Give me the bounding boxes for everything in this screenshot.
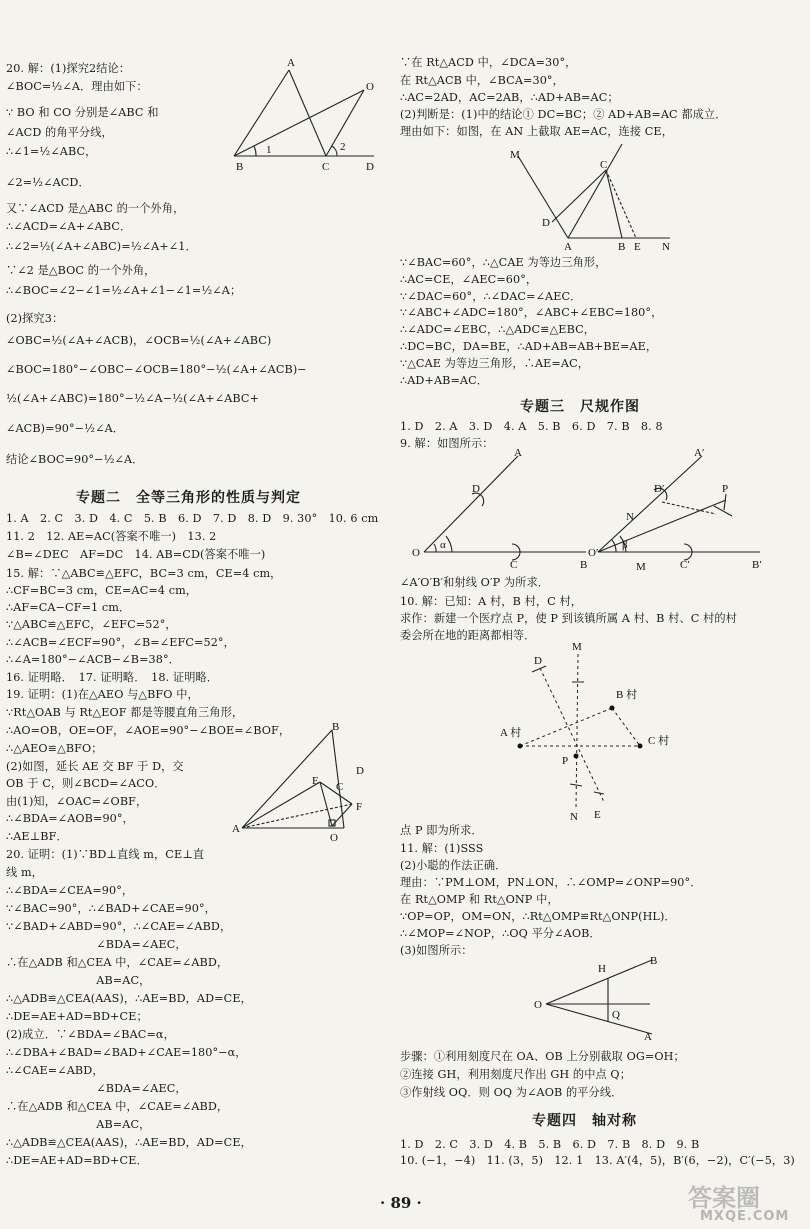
text-line: ∵Rt△OAB 与 Rt△EOF 都是等腰直角三角形，: [6, 706, 244, 719]
text-line: ∠OBC=½(∠A+∠ACB)，∠OCB=½(∠A+∠ABC): [6, 334, 272, 347]
figure-copy-angle: [410, 448, 800, 576]
figure-village-circumcenter: [500, 638, 700, 822]
label: A 村: [500, 727, 522, 739]
text-line: (2)小聪的作法正确．: [400, 859, 507, 872]
label: β: [622, 539, 628, 551]
label: B 村: [616, 689, 638, 701]
label: B′: [752, 559, 762, 571]
label: O′: [588, 547, 599, 559]
text-line: ∴∠1=½∠ABC，: [6, 145, 97, 158]
text-line: ∵OP=OP，OM=ON，∴Rt△OMP≌Rt△ONP(HL)．: [400, 910, 676, 923]
text-line: ∴AO=OB，OE=OF，∠AOE=90°−∠BOE=∠BOF，: [6, 724, 291, 737]
text-line: ∴AF=CA−CF=1 cm．: [6, 601, 131, 614]
section-heading-2: 专题二 全等三角形的性质与判定: [76, 490, 301, 506]
text-line: ∴AC=CE，∠AEC=60°，: [400, 273, 538, 286]
text-line: ∠BDA=∠AEC，: [6, 938, 187, 951]
text-line: 9. 解：如图所示：: [400, 437, 494, 450]
text-line: ∵∠BAD+∠ABD=90°，∴∠CAE=∠ABD，: [6, 920, 232, 933]
text-line: ∴∠DBA+∠BAD=∠BAD+∠CAE=180°−α，: [6, 1046, 247, 1059]
text-line: ∵ BO 和 CO 分别是∠ABC 和: [6, 106, 159, 119]
section-heading-3: 专题三 尺规作图: [520, 399, 640, 415]
label: O: [412, 547, 420, 559]
text-line: ∴DE=AE+AD=BD+CE；: [6, 1010, 148, 1023]
text-line: 19. 证明：(1)在△AEO 与△BFO 中，: [6, 688, 199, 701]
text-line: 点 P 即为所求．: [400, 824, 483, 837]
label: N: [570, 811, 578, 823]
text-line: ∠BDA=∠AEC，: [6, 1082, 187, 1095]
text-line: 由(1)知，∠OAC=∠OBF，: [6, 795, 148, 808]
text-line: ∴∠2=½(∠A+∠ABC)=½∠A+∠1．: [6, 240, 197, 253]
text-line: ∴∠BDA=∠CEA=90°，: [6, 884, 134, 897]
label: B: [236, 161, 244, 173]
label: D′: [654, 483, 665, 495]
text-line: 20. 解：(1)探究2结论：: [6, 62, 131, 75]
text-line: ∴在△ADB 和△CEA 中，∠CAE=∠ABD，: [6, 1100, 229, 1113]
text-line: ∠BOC=180°−∠OBC−∠OCB=180°−½(∠A+∠ACB)−: [6, 363, 307, 376]
label: α: [440, 539, 446, 551]
label: M: [572, 641, 582, 653]
text-line: ∴∠BDA=∠AOB=90°，: [6, 812, 134, 825]
label: Q: [612, 1009, 620, 1021]
label: D: [366, 161, 374, 173]
label: E: [594, 809, 601, 821]
text-line: ∴△ADB≌△CEA(AAS)，∴AE=BD，AD=CE，: [6, 1136, 252, 1149]
label: C 村: [648, 735, 670, 747]
label: M: [636, 561, 646, 573]
text-line: ∴在△ADB 和△CEA 中，∠CAE=∠ABD，: [6, 956, 229, 969]
text-line: ∴∠ACD=∠A+∠ABC．: [6, 220, 132, 233]
text-line: 20. 证明：(1)∵BD⊥直线 m，CE⊥直: [6, 848, 205, 861]
text-line: ②连接 GH，利用刻度尺作出 GH 的中点 Q；: [400, 1068, 631, 1081]
watermark-url: MXQE.COM: [700, 1209, 790, 1224]
label: E: [312, 775, 319, 787]
text-line: 在 Rt△ACB 中，∠BCA=30°，: [400, 74, 564, 87]
label: N: [662, 241, 670, 253]
label: D: [534, 655, 542, 667]
text-line: ½(∠A+∠ABC)=180°−½∠A−½(∠A+∠ABC+: [6, 392, 260, 405]
text-line: ∴∠ACB=∠ECF=90°，∠B=∠EFC=52°，: [6, 636, 235, 649]
label: O: [366, 81, 374, 93]
text-line: ∠A′O′B′和射线 O′P 为所求．: [400, 576, 550, 589]
text-line: 在 Rt△OMP 和 Rt△ONP 中，: [400, 893, 559, 906]
watermark-logo: 答案圈: [688, 1184, 760, 1212]
text-line: ∴∠A=180°−∠ACB−∠B=38°．: [6, 653, 180, 666]
text-line: 1. D 2. A 3. D 4. A 5. B 6. D 7. B 8. 8: [400, 420, 663, 433]
text-line: ∴CF=BC=3 cm，CE=AC=4 cm，: [6, 584, 198, 597]
text-line: ∴DC=BC，DA=BE，∴AD+AB=AB+BE=AE，: [400, 340, 658, 353]
label: B: [580, 559, 588, 571]
text-line: ∵∠BAC=60°，∴△CAE 为等边三角形，: [400, 256, 607, 269]
text-line: ∵∠DAC=60°，∴∠DAC=∠AEC．: [400, 290, 582, 303]
label: H: [598, 963, 606, 975]
label: A: [644, 1031, 652, 1043]
text-line: OB 于 C，则∠BCD=∠ACO．: [6, 777, 166, 790]
text-line: ∠ACD 的角平分线，: [6, 126, 113, 139]
text-line: 11. 2 12. AE=AC(答案不唯一) 13. 2: [6, 530, 217, 543]
text-line: (2)判断是：(1)中的结论① DC=BC；② AD+AB=AC 都成立．: [400, 108, 727, 121]
label: C′: [680, 559, 690, 571]
text-line: 理由如下：如图，在 AN 上截取 AE=AC，连接 CE，: [400, 125, 673, 138]
text-line: ∵∠2 是△BOC 的一个外角，: [6, 264, 156, 277]
text-line: AB=AC，: [6, 974, 151, 987]
text-line: ∴∠BOC=∠2−∠1=½∠A+∠1−∠1=½∠A；: [6, 284, 242, 297]
text-line: ∵△CAE 为等边三角形，∴AE=AC，: [400, 357, 590, 370]
text-line: 委会所在地的距离都相等．: [400, 629, 536, 642]
text-line: (2)成立．∵∠BDA=∠BAC=α，: [6, 1028, 175, 1041]
text-line: ∴DE=AE+AD=BD+CE．: [6, 1154, 148, 1167]
label: P: [562, 755, 569, 767]
figure-triangle-bisectors: [234, 56, 386, 178]
text-line: ∵∠ABC+∠ADC=180°，∠ABC+∠EBC=180°，: [400, 306, 663, 319]
label: D: [542, 217, 550, 229]
text-line: 15. 解：∵△ABC≌△EFC，BC=3 cm，CE=4 cm，: [6, 567, 282, 580]
text-line: 1. A 2. C 3. D 4. C 5. B 6. D 7. D 8. D 9. 30° 10. 6 cm: [6, 512, 379, 525]
text-line: 11. 解：(1)SSS: [400, 842, 484, 855]
text-line: 线 m，: [6, 866, 43, 879]
label: N: [626, 511, 634, 523]
text-line: (2)探究3：: [6, 312, 64, 325]
text-line: (3)如图所示：: [400, 944, 473, 957]
text-line: 1. D 2. C 3. D 4. B 5. B 6. D 7. B 8. D 9. B: [400, 1138, 700, 1151]
text-line: 16. 证明略． 17. 证明略． 18. 证明略．: [6, 671, 219, 684]
text-line: ∠2=½∠ACD．: [6, 176, 90, 189]
label: M: [510, 149, 520, 161]
label: C: [336, 781, 344, 793]
label: C: [510, 559, 518, 571]
text-line: ∴∠CAE=∠ABD，: [6, 1064, 104, 1077]
text-line: 求作：新建一个医疗点 P，使 P 到该镇所属 A 村、B 村、C 村的村: [400, 612, 737, 625]
text-line: ∵在 Rt△ACD 中，∠DCA=30°，: [400, 56, 577, 69]
text-line: ∴∠ADC=∠EBC，∴△ADC≌△EBC，: [400, 323, 596, 336]
text-line: ∴∠MOP=∠NOP，∴OQ 平分∠AOB．: [400, 927, 601, 940]
text-line: 步骤：①利用刻度尺在 OA、OB 上分别截取 OG=OH；: [400, 1050, 685, 1063]
text-line: ∴AE⊥BF．: [6, 830, 68, 843]
text-line: ③作射线 OQ．则 OQ 为∠AOB 的平分线．: [400, 1086, 623, 1099]
page-number: · 89 ·: [380, 1194, 422, 1212]
label: A: [287, 57, 295, 69]
label: A: [232, 823, 240, 835]
label: A′: [694, 447, 705, 459]
text-line: AB=AC，: [6, 1118, 151, 1131]
label: D: [472, 483, 480, 495]
label: C: [322, 161, 330, 173]
text-line: ∴△AEO≌△BFO；: [6, 742, 103, 755]
section-heading-4: 专题四 轴对称: [532, 1113, 637, 1129]
text-line: 10. 解：已知：A 村，B 村，C 村，: [400, 595, 583, 608]
text-line: 结论∠BOC=90°−½∠A．: [6, 453, 144, 466]
label: 1: [266, 144, 272, 156]
figure-equilateral-construction: [510, 144, 680, 256]
text-line: ∴△ADB≌△CEA(AAS)，∴AE=BD，AD=CE，: [6, 992, 252, 1005]
text-line: ∠ACB)=90°−½∠A．: [6, 422, 125, 435]
label: P: [722, 483, 729, 495]
label: B: [332, 721, 340, 733]
text-line: ∵△ABC≌△EFC，∠EFC=52°，: [6, 618, 177, 631]
label: D: [356, 765, 364, 777]
label: E: [634, 241, 641, 253]
label: B: [650, 955, 658, 967]
text-line: ∴AC=2AD，AC=2AB，∴AD+AB=AC；: [400, 91, 619, 104]
text-line: ∠B=∠DEC AF=DC 14. AB=CD(答案不唯一): [6, 548, 266, 561]
text-line: ∠BOC=½∠A．理由如下：: [6, 80, 148, 93]
label: O: [330, 832, 338, 844]
figure-angle-bisector: [532, 956, 662, 1042]
label: F: [356, 801, 363, 813]
text-line: 又∵∠ACD 是△ABC 的一个外角，: [6, 202, 185, 215]
label: A: [564, 241, 572, 253]
text-line: (2)如图，延长 AE 交 BF 于 D，交: [6, 760, 184, 773]
text-line: ∴AD+AB=AC．: [400, 374, 489, 387]
label: A: [514, 447, 522, 459]
label: O: [534, 999, 542, 1011]
text-line: ∵∠BAC=90°，∴∠BAD+∠CAE=90°，: [6, 902, 216, 915]
label: 2: [340, 141, 346, 153]
text-line: 10. (−1，−4) 11. (3，5) 12. 1 13. A′(4，5)，B′(6，−2)，C′(−5，3): [400, 1154, 795, 1167]
text-line: 理由：∵PM⊥OM，PN⊥ON，∴∠OMP=∠ONP=90°．: [400, 876, 702, 889]
label: C: [600, 159, 608, 171]
label: B: [618, 241, 626, 253]
figure-rotated-triangles: [232, 718, 368, 844]
